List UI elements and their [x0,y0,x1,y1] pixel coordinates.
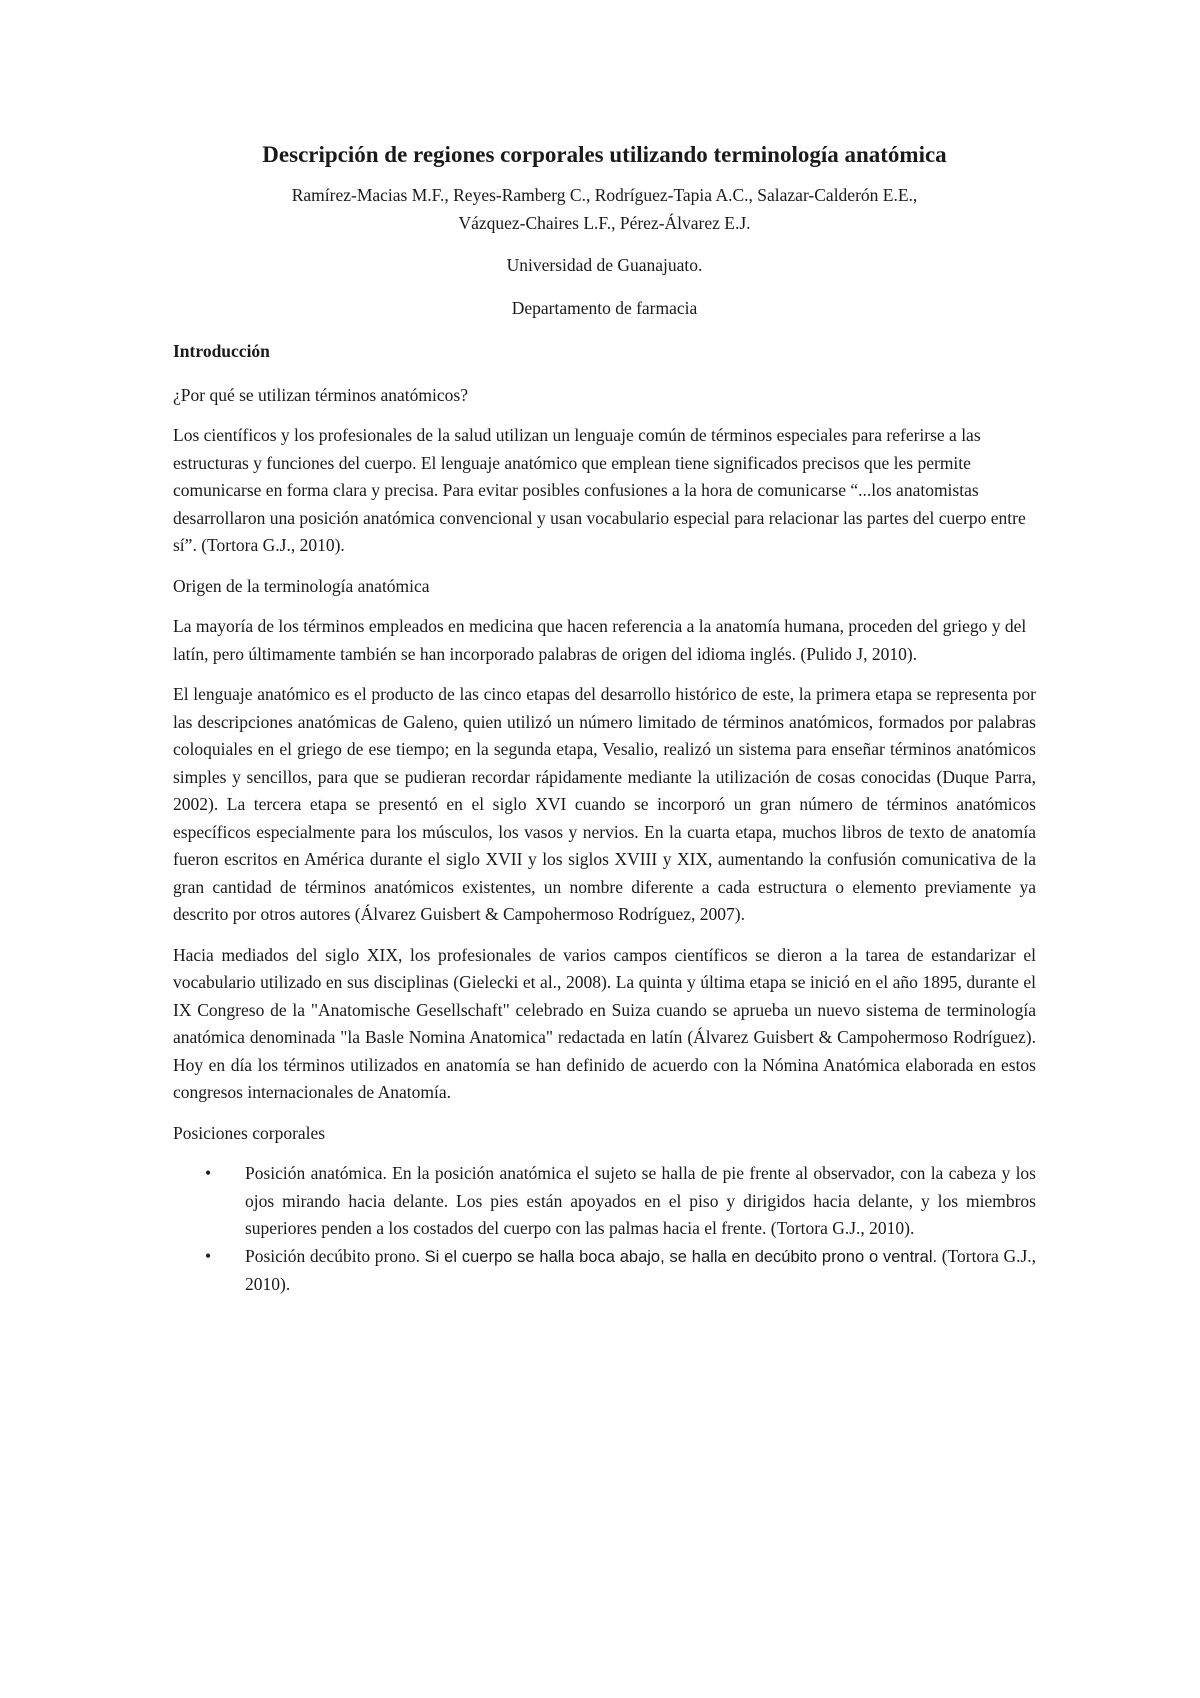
document-title: Descripción de regiones corporales utilizando terminología anatómica [262,142,947,167]
intro-heading: Introducción [173,341,270,361]
bullet-1-text: Posición anatómica. En la posición anatómica el sujeto se halla de pie frente al observador, con la cabeza y los ojos mirando hacia delante. Los pies están apoyados en el piso y dirigidos hacia delante, y los miembros superiores penden a los costados del cuerpo con las palmas hacia el frente. (Tortora G.J., 2010). [245,1163,1036,1238]
question-why-terms: ¿Por qué se utilizan términos anatómicos? [173,384,468,405]
bullet-icon: • [205,1245,212,1266]
department: Departamento de farmacia [511,297,698,318]
university: Universidad de Guanajuato. [506,255,703,275]
paragraph-2: La mayoría de los términos empleados en medicina que hacen referencia a la anatomía humana, proceden del griego y del latín, pero últimamente también se han incorporado palabras de origen del idioma inglés. (Pulido J, 2010). [173,616,1027,664]
bullet-2-body: Si el cuerpo se halla boca abajo, se halla en decúbito prono o ventral. [424,1247,938,1266]
positions-list [173,1160,1036,1299]
list-item [173,1243,1036,1299]
paragraph-4: Hacia mediados del siglo XIX, los profesionales de varios campos científicos se dieron a la tarea de estandarizar el vocabulario utilizado en sus disciplinas (Gielecki et al., 2008). La quinta y última etapa se inició en el año 1895, durante el IX Congreso de la "Anatomische Gesellschaft" celebrado en Suiza cuando se aprueba un nuevo sistema de terminología anatómica denominada "la Basle Nomina Anatomica" redactada en latín (Álvarez Guisbert & Campohermoso Rodríguez). Hoy en día los términos utilizados en anatomía se han definido de acuerdo con la Nómina Anatómica elaborada en estos congresos internacionales de Anatomía. [173,944,1036,1102]
authors-line-1: Ramírez-Macias M.F., Reyes-Ramberg C., Rodríguez-Tapia A.C., Salazar-Calderón E.E., [291,185,918,205]
paragraph-1: Los científicos y los profesionales de la salud utilizan un lenguaje común de términos especiales para referirse a las estructuras y funciones del cuerpo. El lenguaje anatómico que emplean tiene significados precisos que les permite comunicarse en forma clara y precisa. Para evitar posibles confusiones a la hora de comunicarse “...los anatomistas desarrollaron una posición anatómica convencional y usan vocabulario especial para relacionar las partes del cuerpo entre sí”. (Tortora G.J., 2010). [173,425,1026,555]
origin-heading: Origen de la terminología anatómica [173,575,430,596]
bullet-2-citation: (Tortora G.J., 2010). [245,1245,1037,1294]
document-page [173,140,1036,1299]
list-item [173,1160,1036,1243]
authors-line-2: Vázquez-Chaires L.F., Pérez-Álvarez E.J. [458,212,751,233]
bullet-icon: • [205,1163,212,1183]
paragraph-3: El lenguaje anatómico es el producto de las cinco etapas del desarrollo histórico de este, la primera etapa se representa por las descripciones anatómicas de Galeno, quien utilizó un número limitado de términos anatómicos, formados por palabras coloquiales en el griego de ese tiempo; en la segunda etapa, Vesalio, realizó un sistema para enseñar términos anatómicos simples y sencillos, para que se pudieran recordar rápidamente mediante la utilización de cosas conocidas (Duque Parra, 2002). La tercera etapa se presentó en el siglo XVI cuando se incorporó un gran número de términos anatómicos específicos especialmente para los músculos, los vasos y nervios. En la cuarta etapa, muchos libros de texto de anatomía fueron escritos en América durante el siglo XVII y los siglos XVIII y XIX, aumentando la confusión comunicativa de la gran cantidad de términos anatómicos existentes, un nombre diferente a cada estructura o elemento previamente ya descrito por otros autores (Álvarez Guisbert & Campohermoso Rodríguez, 2007). [173,684,1036,924]
positions-heading: Posiciones corporales [173,1122,326,1143]
bullet-2-lead: Posición decúbito prono. [245,1245,425,1266]
